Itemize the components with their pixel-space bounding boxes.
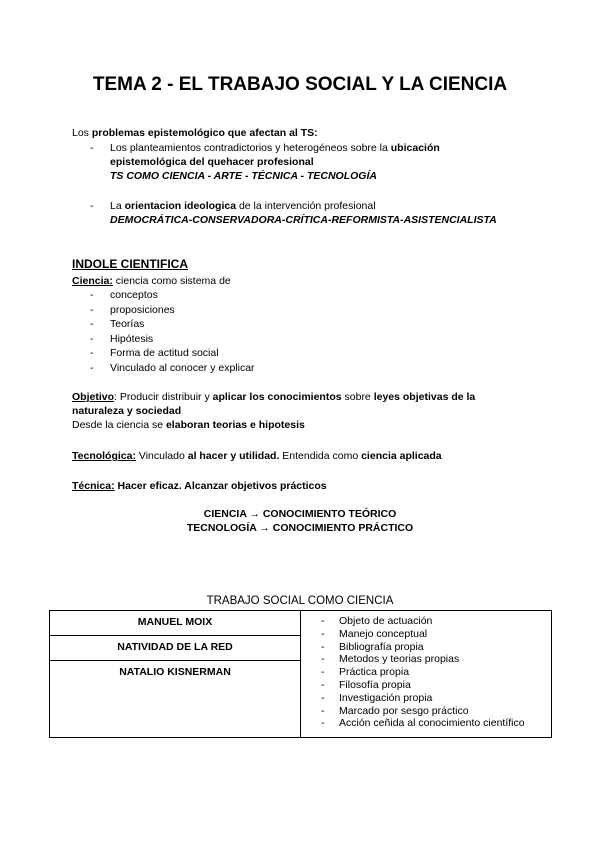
ciencia-label: Ciencia: (72, 275, 113, 287)
page-title: TEMA 2 - EL TRABAJO SOCIAL Y LA CIENCIA (92, 74, 508, 95)
list-item: - Manejo conceptual (321, 628, 551, 641)
bullet1-line1 (110, 141, 440, 155)
list-item: - Acción ceñida al conocimiento científico (321, 717, 551, 730)
table-cell (50, 661, 301, 738)
bullet2-line2: DEMOCRÁTICA-CONSERVADORA-CRÍTICA-REFORMISTA-ASISTENCIALISTA (110, 214, 497, 226)
summary-line1: CIENCIA → CONOCIMIENTO TEÓRICO (203, 508, 397, 520)
intro-bold: problemas epistemológico que afectan al TS: (91, 127, 318, 139)
bullet-dash: - (90, 347, 94, 360)
bullet-dash: - (90, 332, 94, 345)
list-item: proposiciones (110, 303, 175, 316)
bullet-dash: - (90, 142, 94, 154)
bullet1-line3: TS COMO CIENCIA - ARTE - TÉCNICA - TECNOLOGÍA (110, 170, 377, 182)
list-item: conceptos (110, 289, 158, 301)
objetivo-label: Objetivo (72, 391, 115, 403)
bullet-dash: - (90, 318, 94, 331)
objetivo-line3: Desde la ciencia se elaboran teorias e hipotesis (72, 419, 305, 431)
author-name: NATALIO KISNERMAN (119, 666, 231, 678)
table-cell (50, 636, 301, 661)
list-item: Teorías (110, 318, 145, 331)
bullet-dash: - (90, 303, 94, 316)
table-cell (50, 611, 301, 636)
bullet1-line2: epistemológica del quehacer profesional (110, 156, 314, 168)
list-item: - Investigación propia (321, 692, 551, 705)
table-caption: TRABAJO SOCIAL COMO CIENCIA (206, 595, 394, 607)
intro-prefix: Los (72, 127, 92, 139)
bullet-dash: - (90, 289, 94, 301)
list-item: - Objeto de actuación (321, 615, 551, 628)
bullet-dash: - (90, 362, 94, 374)
author-name: NATIVIDAD DE LA RED (117, 641, 233, 653)
author-name: MANUEL MOIX (137, 616, 213, 628)
features-cell (301, 611, 552, 738)
list-item: Vinculado al conocer y explicar (110, 362, 255, 374)
intro-line (72, 126, 318, 140)
tecnologica-label: Tecnológica: (72, 450, 136, 462)
list-item: Hipótesis (110, 332, 154, 345)
bullet-dash: - (90, 200, 94, 212)
features-list (301, 611, 551, 730)
list-item: - Práctica propia (321, 666, 551, 679)
tecnologica-line: Tecnológica: Vinculado al hacer y utilidad. Entendida como ciencia aplicada (72, 450, 442, 462)
section-heading-indole: INDOLE CIENTIFICA (72, 257, 188, 271)
objetivo-line1: Objetivo: Producir distribuir y aplicar los conocimientos sobre leyes objetivas de la (72, 391, 476, 403)
tecnica-label: Técnica: (72, 480, 115, 492)
authors-table (49, 610, 552, 738)
tecnica-line: Técnica: Hacer eficaz. Alcanzar objetivos prácticos (72, 480, 327, 492)
summary-line2: TECNOLOGÍA → CONOCIMIENTO PRÁCTICO (186, 522, 414, 534)
ciencia-line: Ciencia: ciencia como sistema de (72, 275, 231, 287)
list-item: - Marcado por sesgo práctico (321, 705, 551, 718)
list-item: - Bibliografía propia (321, 641, 551, 654)
objetivo-line2: naturaleza y sociedad (72, 405, 182, 417)
bullet2-line1: La orientacion ideologica de la intervención profesional (110, 200, 376, 212)
list-item: - Metodos y teorias propias (321, 653, 551, 666)
bullet1-bold: ubicación (390, 142, 440, 154)
list-item: Forma de actitud social (110, 347, 219, 360)
list-item: - Filosofía propia (321, 679, 551, 692)
bullet1-text: Los planteamientos contradictorios y heterogéneos sobre la (110, 142, 391, 154)
